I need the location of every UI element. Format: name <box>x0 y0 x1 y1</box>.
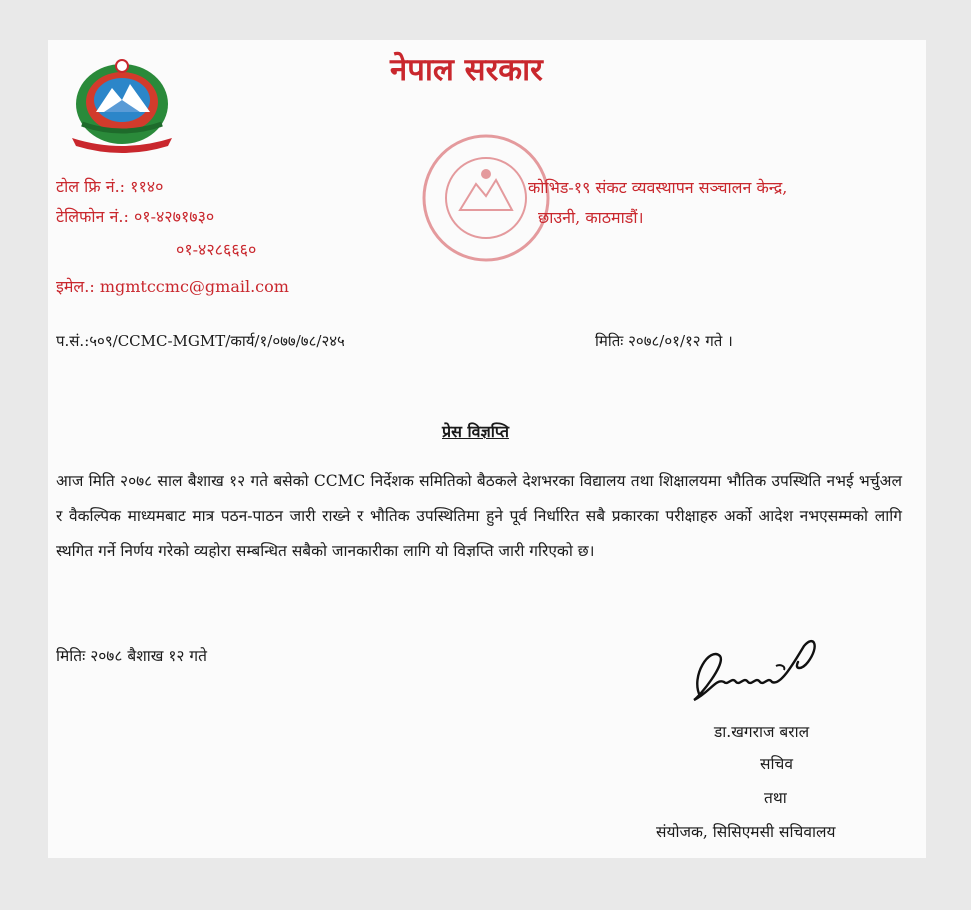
office-stamp-icon <box>412 128 560 268</box>
reference-number: प.सं.:५०९/CCMC-MGMT/कार्य/१/०७७/७८/२४५ <box>56 332 345 350</box>
reference-date: मितिः २०७८/०१/१२ गते । <box>595 332 733 350</box>
signatory-title-coordinator: संयोजक, सिसिएमसी सचिवालय <box>656 823 836 841</box>
center-address: छाउनी, काठमाडौं। <box>538 208 644 227</box>
signature-date: मितिः २०७८ बैशाख १२ गते <box>56 647 207 665</box>
signatory-name: डा.खगराज बराल <box>714 723 810 741</box>
government-title: नेपाल सरकार <box>390 52 543 88</box>
signatory-title-conjunction: तथा <box>764 789 787 807</box>
email-address: इमेल.: mgmtccmc@gmail.com <box>56 277 289 296</box>
signature-icon <box>680 626 830 716</box>
nepal-emblem-icon <box>64 54 180 154</box>
center-name: कोभिड-१९ संकट व्यवस्थापन सञ्चालन केन्द्र, <box>528 178 788 197</box>
toll-free-number: टोल फ्रि नं.: ११४० <box>56 177 164 196</box>
press-release-heading: प्रेस विज्ञप्ति <box>442 422 509 441</box>
press-release-body: आज मिति २०७८ साल बैशाख १२ गते बसेको CCMC निर्देशक समितिको बैठकले देशभरका विद्यालय तथा शिक्षालयमा भौतिक उपस्थिति नभई भर्चुअल र वैकल्पिक माध्यमबाट मात्र पठन-पाठन जारी राख्ने र भौतिक उपस्थितिमा हुने पूर्व निर्धारित सबै प्रकारका परीक्षाहरु अर्को आदेश नभएसम्मको लागि स्थगित गर्ने निर्णय गरेको व्यहोरा सम्बन्धित सबैको जानकारीका लागि यो विज्ञप्ति जारी गरिएको छ। <box>56 472 902 560</box>
phone-number-2: ०१-४२८६६६० <box>176 240 257 259</box>
phone-number-1: टेलिफोन नं.: ०१-४२७१७३० <box>56 207 215 226</box>
signatory-title-secretary: सचिव <box>760 755 793 773</box>
